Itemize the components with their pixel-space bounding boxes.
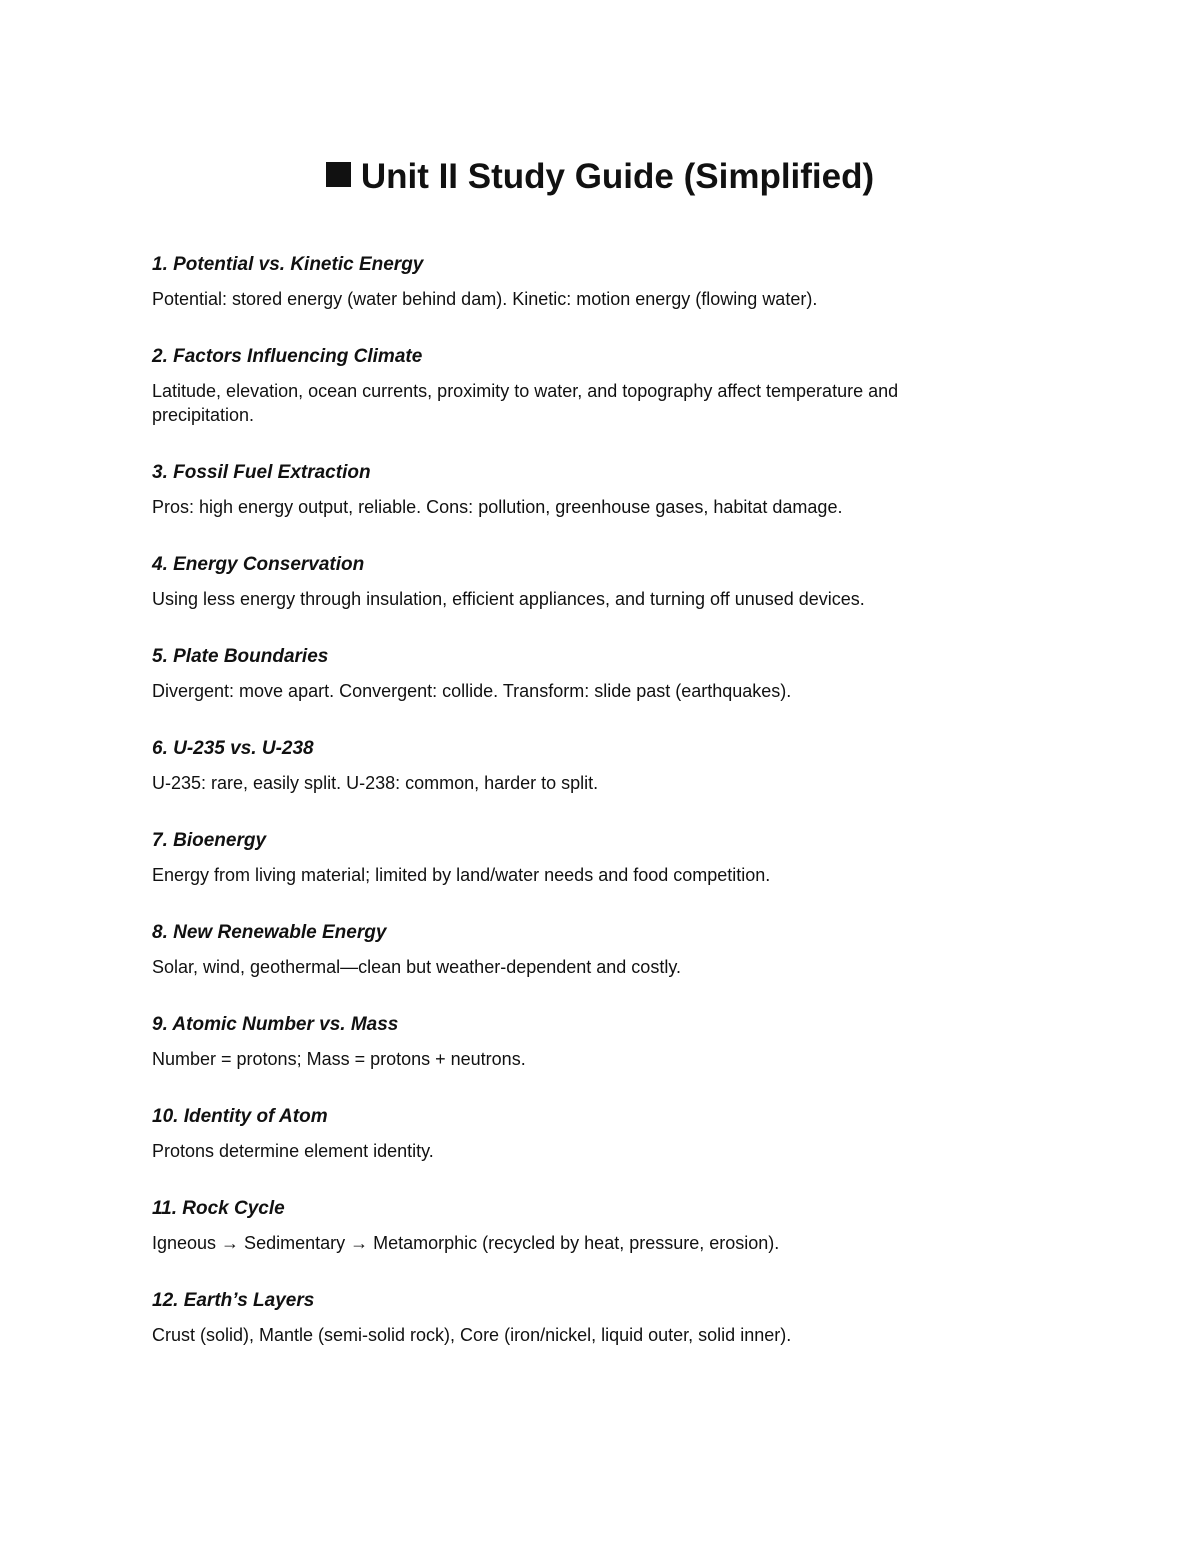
section-1 bbox=[152, 252, 982, 311]
section-body: Using less energy through insulation, efficient appliances, and turning off unused devices. bbox=[152, 589, 865, 609]
section-body: Pros: high energy output, reliable. Cons: pollution, greenhouse gases, habitat damage. bbox=[152, 497, 843, 517]
section-10 bbox=[152, 1104, 982, 1163]
section-heading: 5. Plate Boundaries bbox=[152, 646, 329, 667]
black-square-icon bbox=[326, 162, 351, 187]
section-body: Latitude, elevation, ocean currents, proximity to water, and topography affect temperature and precipitation. bbox=[152, 381, 899, 425]
section-heading: 8. New Renewable Energy bbox=[152, 922, 387, 943]
section-body: Solar, wind, geothermal—clean but weather-dependent and costly. bbox=[152, 957, 681, 977]
section-body: Energy from living material; limited by land/water needs and food competition. bbox=[152, 865, 771, 885]
section-body: Protons determine element identity. bbox=[152, 1141, 434, 1161]
document-title-text: Unit II Study Guide (Simplified) bbox=[360, 157, 875, 196]
section-heading: 7. Bioenergy bbox=[152, 830, 267, 851]
section-body: U-235: rare, easily split. U-238: common, harder to split. bbox=[152, 773, 599, 793]
section-body: Potential: stored energy (water behind dam). Kinetic: motion energy (flowing water). bbox=[152, 289, 818, 309]
section-8 bbox=[152, 920, 982, 979]
section-3 bbox=[152, 460, 982, 519]
section-body: Crust (solid), Mantle (semi-solid rock), Core (iron/nickel, liquid outer, solid inner). bbox=[152, 1325, 792, 1345]
section-12 bbox=[152, 1288, 982, 1347]
section-7 bbox=[152, 828, 982, 887]
section-11 bbox=[152, 1196, 982, 1255]
section-5 bbox=[152, 644, 982, 703]
section-heading: 1. Potential vs. Kinetic Energy bbox=[152, 254, 424, 275]
section-2 bbox=[152, 344, 982, 427]
sections-list bbox=[152, 252, 982, 1380]
section-heading: 6. U-235 vs. U-238 bbox=[152, 738, 314, 759]
section-heading: 3. Fossil Fuel Extraction bbox=[152, 462, 371, 483]
section-body: Igneous → Sedimentary → Metamorphic (recycled by heat, pressure, erosion). bbox=[152, 1233, 780, 1253]
section-4 bbox=[152, 552, 982, 611]
section-9 bbox=[152, 1012, 982, 1071]
section-heading: 12. Earth’s Layers bbox=[152, 1290, 315, 1311]
section-heading: 4. Energy Conservation bbox=[152, 554, 365, 575]
section-heading: 9. Atomic Number vs. Mass bbox=[152, 1014, 399, 1035]
section-body: Divergent: move apart. Convergent: collide. Transform: slide past (earthquakes). bbox=[152, 681, 792, 701]
section-heading: 2. Factors Influencing Climate bbox=[152, 346, 423, 367]
section-body: Number = protons; Mass = protons + neutrons. bbox=[152, 1049, 526, 1069]
section-6 bbox=[152, 736, 982, 795]
section-heading: 11. Rock Cycle bbox=[152, 1198, 285, 1219]
section-heading: 10. Identity of Atom bbox=[152, 1106, 328, 1127]
document-title bbox=[0, 156, 1200, 198]
